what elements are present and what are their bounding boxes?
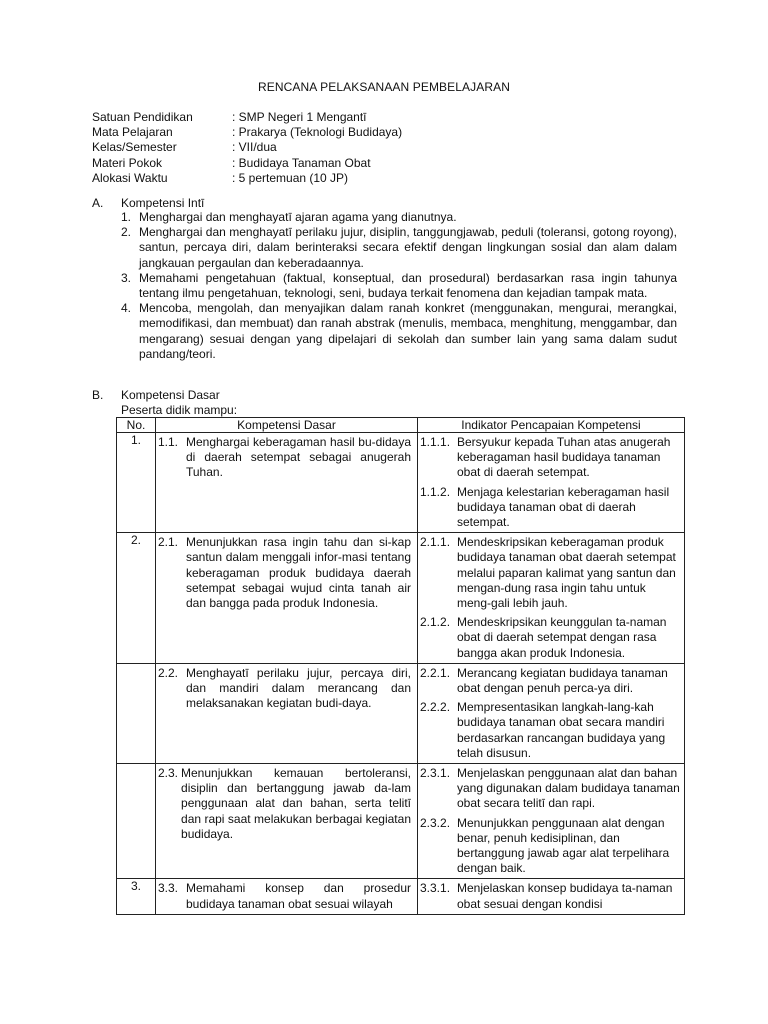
kd-cell <box>156 663 418 763</box>
meta-value: : 5 pertemuan (10 JP) <box>232 170 349 185</box>
header-kd: Kompetensi Dasar <box>156 418 418 433</box>
section-letter: A. <box>92 196 104 210</box>
indicator-text: Mendeskripsikan keunggulan ta-naman obat di daerah setempat dengan rasa bangga akan produk Indonesia. <box>457 615 667 660</box>
list-number: 3. <box>121 270 132 285</box>
core-competency-list <box>121 210 677 362</box>
kd-cell <box>156 433 418 533</box>
competency-table <box>116 417 685 915</box>
indicator-cell <box>418 663 685 763</box>
meta-row-class <box>92 140 402 155</box>
list-number: 2. <box>121 225 132 240</box>
document-title: RENCANA PELAKSANAAN PEMBELAJARAN <box>258 80 510 94</box>
list-item <box>121 210 677 225</box>
meta-row-topic <box>92 156 402 171</box>
row-number: 1. <box>117 433 156 533</box>
meta-row-subject <box>92 125 402 140</box>
list-text: Mencoba, mengolah, dan menyajikan dalam ranah konkret (menggunakan, mengurai, merangkai, memodifikasi, dan membuat) dan ranah abstrak (menulis, membaca, menghitung, menggambar, dan mengarang) sesuai dengan yang dipelajari di sekolah dan sumber lain yang sama dalam sudut pandang/teori. <box>139 301 677 361</box>
indicator-text: Mendeskripsikan keberagaman produk budidaya tanaman obat daerah setempat melalui paparan kalimat yang santun dan mengan-dung rasa ingin tahu untuk meng-gali lebih jauh. <box>457 535 676 611</box>
indicator-text: Mempresentasikan langkah-lang-kah budidaya tanaman obat secara mandiri berdasarkan rancangan budidaya yang telah disusun. <box>457 700 666 760</box>
table-intro: Peserta didik mampu: <box>121 403 238 417</box>
meta-row-school <box>92 110 402 125</box>
list-text: Menghargai dan menghayatī ajaran agama yang dianutnya. <box>139 210 457 224</box>
kd-cell <box>156 879 418 914</box>
meta-value: : Budidaya Tanaman Obat <box>232 155 371 170</box>
indicator-item <box>418 764 684 814</box>
table-row <box>117 533 685 664</box>
indicator-code: 2.2.1. <box>420 665 451 680</box>
kd-code: 1.1. <box>158 435 179 449</box>
indicator-item <box>418 814 684 879</box>
list-item <box>121 225 677 271</box>
indicator-cell <box>418 533 685 664</box>
indicator-item <box>418 613 684 663</box>
kd-code: 2.3. <box>158 766 179 781</box>
meta-row-time <box>92 171 402 186</box>
indicator-text: Menjaga kelestarian keberagaman hasil budidaya tanaman obat di daerah setempat. <box>457 484 670 530</box>
indicator-item <box>418 698 684 763</box>
list-number: 1. <box>121 210 132 224</box>
table-header-row <box>117 418 685 433</box>
meta-label: Mata Pelajaran <box>92 125 173 140</box>
kd-cell <box>156 764 418 879</box>
header-indicator: Indikator Pencapaian Kompetensi <box>418 418 685 433</box>
indicator-code: 2.3.2. <box>420 815 451 830</box>
table-row <box>117 764 685 879</box>
list-item <box>121 301 677 362</box>
indicator-item <box>418 664 684 698</box>
list-number: 4. <box>121 301 132 316</box>
indicator-code: 2.1.2. <box>420 615 451 630</box>
meta-value: : VII/dua <box>232 140 277 155</box>
indicator-item <box>418 483 684 533</box>
kd-code: 3.3. <box>158 881 179 896</box>
kd-code: 2.2. <box>158 665 179 680</box>
kd-cell <box>156 533 418 664</box>
indicator-text: Menjelaskan konsep budidaya ta-naman obat sesuai dengan kondisi <box>457 881 673 911</box>
indicator-text: Menjelaskan penggunaan alat dan bahan yang digunakan dalam budidaya tanaman obat secara telitī dan rapi. <box>457 766 680 811</box>
indicator-item <box>418 879 684 913</box>
indicator-code: 1.1.2. <box>420 484 451 499</box>
row-number: 3. <box>117 879 156 914</box>
indicator-code: 2.2.2. <box>420 700 451 715</box>
identity-block <box>92 110 402 186</box>
indicator-cell <box>418 433 685 533</box>
indicator-code: 2.1.1. <box>420 535 451 550</box>
section-letter: B. <box>92 388 104 402</box>
meta-label: Kelas/Semester <box>92 140 177 155</box>
indicator-cell <box>418 879 685 914</box>
row-number: 2. <box>117 533 156 664</box>
section-title: Kompetensi Intī <box>121 196 205 210</box>
row-number <box>117 663 156 763</box>
meta-value: : SMP Negeri 1 Mengantī <box>232 110 367 124</box>
kd-text: Menunjukkan kemauan bertoleransi, disiplin dan bertanggung jawab da-lam penggunaan alat dan bahan, serta telitī dan rapi saat melakukan berbagai kegiatan budidaya. <box>181 766 411 841</box>
meta-value: : Prakarya (Teknologi Budidaya) <box>232 125 403 140</box>
indicator-code: 2.3.1. <box>420 766 451 781</box>
indicator-code: 3.3.1. <box>420 881 451 896</box>
row-number <box>117 764 156 879</box>
indicator-item <box>418 433 684 483</box>
kd-text: Menunjukkan rasa ingin tahu dan si-kap santun dalam menggali infor-masi tentang keberagaman produk budidaya daerah setempat sebagai wujud cinta tanah air dan bangga pada produk Indonesia. <box>186 535 411 611</box>
indicator-cell <box>418 764 685 879</box>
header-no: No. <box>117 418 156 433</box>
table-row <box>117 433 685 533</box>
kd-text: Menghargai keberagaman hasil bu-didaya di daerah setempat sebagai anugerah Tuhan. <box>186 435 411 480</box>
table-row <box>117 663 685 763</box>
section-b-heading <box>92 388 220 403</box>
indicator-code: 1.1.1. <box>420 435 451 449</box>
indicator-text: Merancang kegiatan budidaya tanaman obat dengan penuh perca-ya diri. <box>457 665 668 696</box>
kd-code: 2.1. <box>158 535 179 550</box>
list-text: Memahami pengetahuan (faktual, konseptual, dan prosedural) berdasarkan rasa ingin tahunya tentang ilmu pengetahuan, teknologi, seni, budaya terkait fenomena dan kejadian tampak mata. <box>139 270 677 301</box>
indicator-text: Bersyukur kepada Tuhan atas anugerah keberagaman hasil budidaya tanaman obat di daerah setempat. <box>457 435 671 480</box>
kd-text: Menghayatī perilaku jujur, percaya diri, dan mandiri dalam merancang dan melaksanakan kegiatan budi-daya. <box>186 665 411 711</box>
section-title: Kompetensi Dasar <box>121 388 220 402</box>
indicator-item <box>418 533 684 613</box>
meta-label: Materi Pokok <box>92 155 163 170</box>
list-text: Menghargai dan menghayatī perilaku jujur, disiplin, tanggungjawab, peduli (toleransi, gotong royong), santun, percaya diri, dalam berinteraksi secara efektif dengan lingkungan sosial dan alam dalam jangkauan pergaulan dan keberadaannya. <box>139 225 677 270</box>
meta-label: Satuan Pendidikan <box>92 110 193 124</box>
table-row <box>117 879 685 914</box>
section-a-heading <box>92 196 204 211</box>
kd-text: Memahami konsep dan prosedur budidaya tanaman obat sesuai wilayah <box>186 881 411 911</box>
meta-label: Alokasi Waktu <box>92 170 168 185</box>
indicator-text: Menunjukkan penggunaan alat dengan benar, penuh kedisiplinan, dan bertanggung jawab agar alat terpelihara dengan baik. <box>457 815 670 876</box>
list-item <box>121 271 677 301</box>
